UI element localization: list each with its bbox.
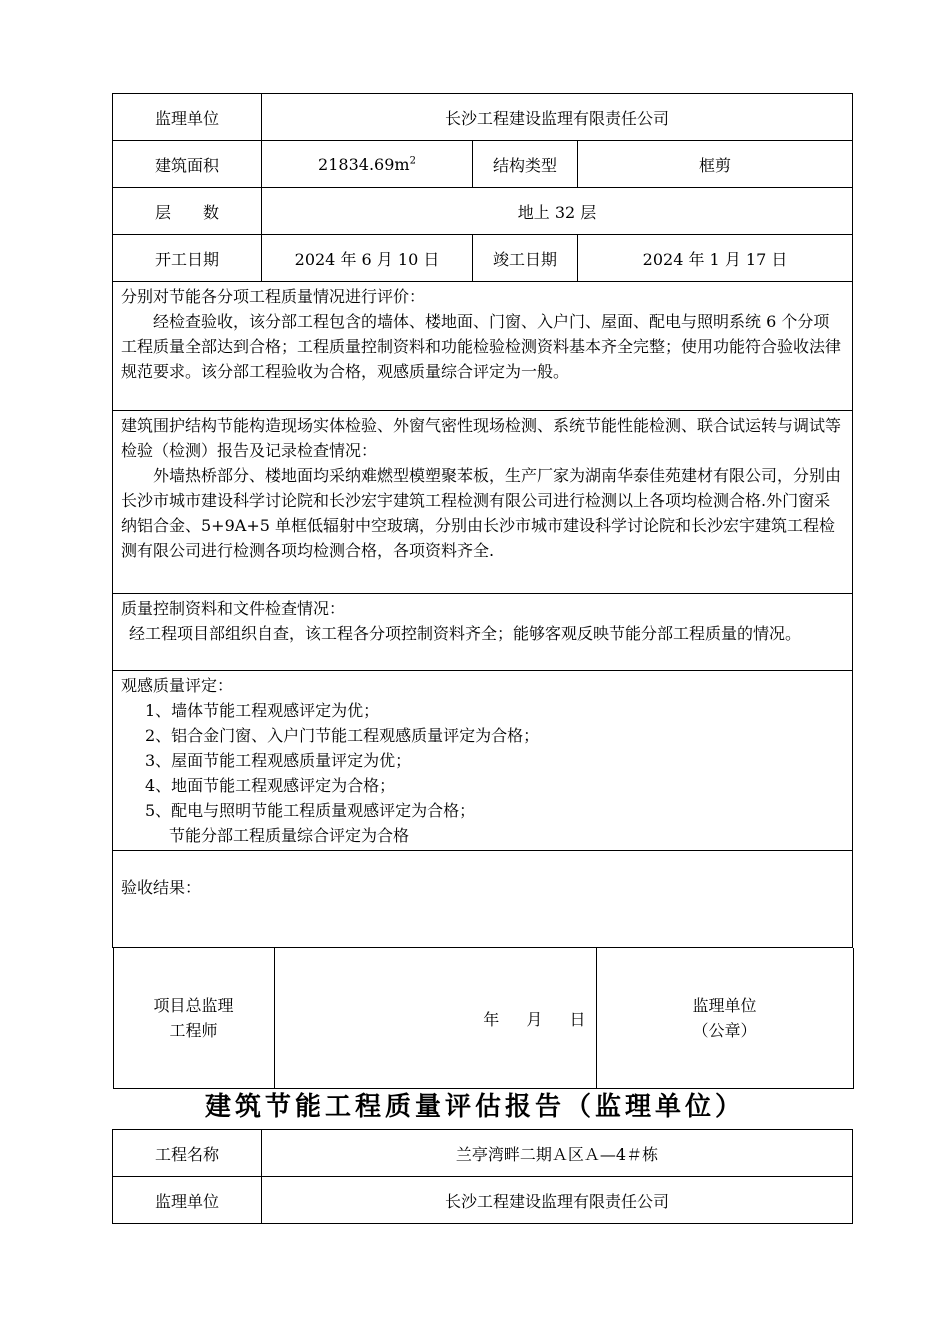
chief-engineer-line1: 项目总监理 [153, 996, 234, 1015]
quality-control-body: 经工程项目部组织自查，该工程各分项控制资料齐全；能够客观反映节能分部工程质量的情况。 [129, 624, 802, 643]
inspection-report-section [113, 411, 853, 594]
end-date-label: 竣工日期 [473, 235, 578, 282]
project-info-table [112, 1129, 853, 1224]
appearance-section [113, 671, 853, 851]
floors-value: 地上 32 层 [262, 188, 853, 235]
appearance-item: 4、地面节能工程观感评定为合格； [145, 776, 396, 795]
area-cell [262, 141, 473, 188]
quality-evaluation-body: 经检查验收，该分部工程包含的墙体、楼地面、门窗、入户门、屋面、配电与照明系统 6 个分项工程质量全部达到合格；工程质量控制资料和功能检验检测资料基本齐全完整；使用功能符合验收法律规范要求。该分部工程验收为合格，观感质量综合评定为一般。 [121, 312, 842, 381]
start-date-label: 开工日期 [113, 235, 262, 282]
appearance-heading: 观感质量评定： [121, 676, 234, 695]
signature-table [113, 948, 854, 1089]
appearance-item: 1、墙体节能工程观感评定为优； [145, 701, 380, 720]
area-unit-sup: 2 [409, 155, 416, 167]
signature-date [274, 948, 596, 1089]
appearance-item: 2、铝合金门窗、入户门节能工程观感质量评定为合格； [145, 726, 540, 745]
project-name-label: 工程名称 [113, 1130, 262, 1177]
structure-label: 结构类型 [473, 141, 578, 188]
acceptance-result [113, 851, 853, 948]
appearance-item: 5、配电与照明节能工程质量观感评定为合格； [145, 801, 476, 820]
area-value: 21834.69m [318, 154, 410, 174]
supervisor-label: 监理单位 [113, 94, 262, 141]
chief-engineer-line2: 工程师 [169, 1021, 218, 1040]
signature-row [113, 948, 853, 1090]
quality-control-section [113, 594, 853, 671]
month-label: 月 [526, 1009, 543, 1029]
quality-evaluation-heading: 分别对节能各分项工程质量情况进行评价： [121, 287, 426, 306]
acceptance-table [112, 93, 853, 1089]
seal-unit-line1: 监理单位 [692, 996, 757, 1015]
seal-unit-line2: （公章） [692, 1021, 757, 1040]
appearance-conclusion: 节能分部工程质量综合评定为合格 [169, 826, 410, 845]
day-label: 日 [569, 1009, 586, 1029]
chief-engineer-cell [113, 948, 274, 1089]
structure-value: 框剪 [578, 141, 853, 188]
area-label: 建筑面积 [113, 141, 262, 188]
report-title: 建筑节能工程质量评估报告（监理单位） [204, 1092, 745, 1122]
quality-control-heading: 质量控制资料和文件检查情况： [121, 599, 346, 618]
project-name-value: 兰亭湾畔二期Ａ区Ａ—4＃栋 [262, 1130, 853, 1177]
inspection-report-heading: 建筑围护结构节能构造现场实体检验、外窗气密性现场检测、系统节能性能检测、联合试运转与调试等检验（检测）报告及记录检查情况： [121, 416, 842, 460]
inspection-report-body: 外墙热桥部分、楼地面均采纳难燃型模塑聚苯板，生产厂家为湖南华泰佳苑建材有限公司，分别由长沙市城市建设科学讨论院和长沙宏宇建筑工程检测有限公司进行检测以上各项均检测合格.外门窗采纳铝合金、5+9A+5 单框低辐射中空玻璃，分别由长沙市城市建设科学讨论院和长沙宏宇建筑工程检测有限公司进行检测各项均检测合格，各项资料齐全. [121, 466, 842, 560]
supervisor-seal-cell [596, 948, 853, 1089]
acceptance-result-label: 验收结果： [121, 878, 202, 897]
year-label: 年 [483, 1009, 500, 1029]
start-date-value: 2024 年 6 月 10 日 [262, 235, 473, 282]
floors-label: 层 数 [113, 188, 262, 235]
supervisor-label-2: 监理单位 [113, 1177, 262, 1224]
end-date-value: 2024 年 1 月 17 日 [578, 235, 853, 282]
quality-evaluation-section [113, 282, 853, 411]
supervisor-value: 长沙工程建设监理有限责任公司 [262, 94, 853, 141]
supervisor-value-2: 长沙工程建设监理有限责任公司 [262, 1177, 853, 1224]
appearance-item: 3、屋面节能工程观感质量评定为优； [145, 751, 412, 770]
